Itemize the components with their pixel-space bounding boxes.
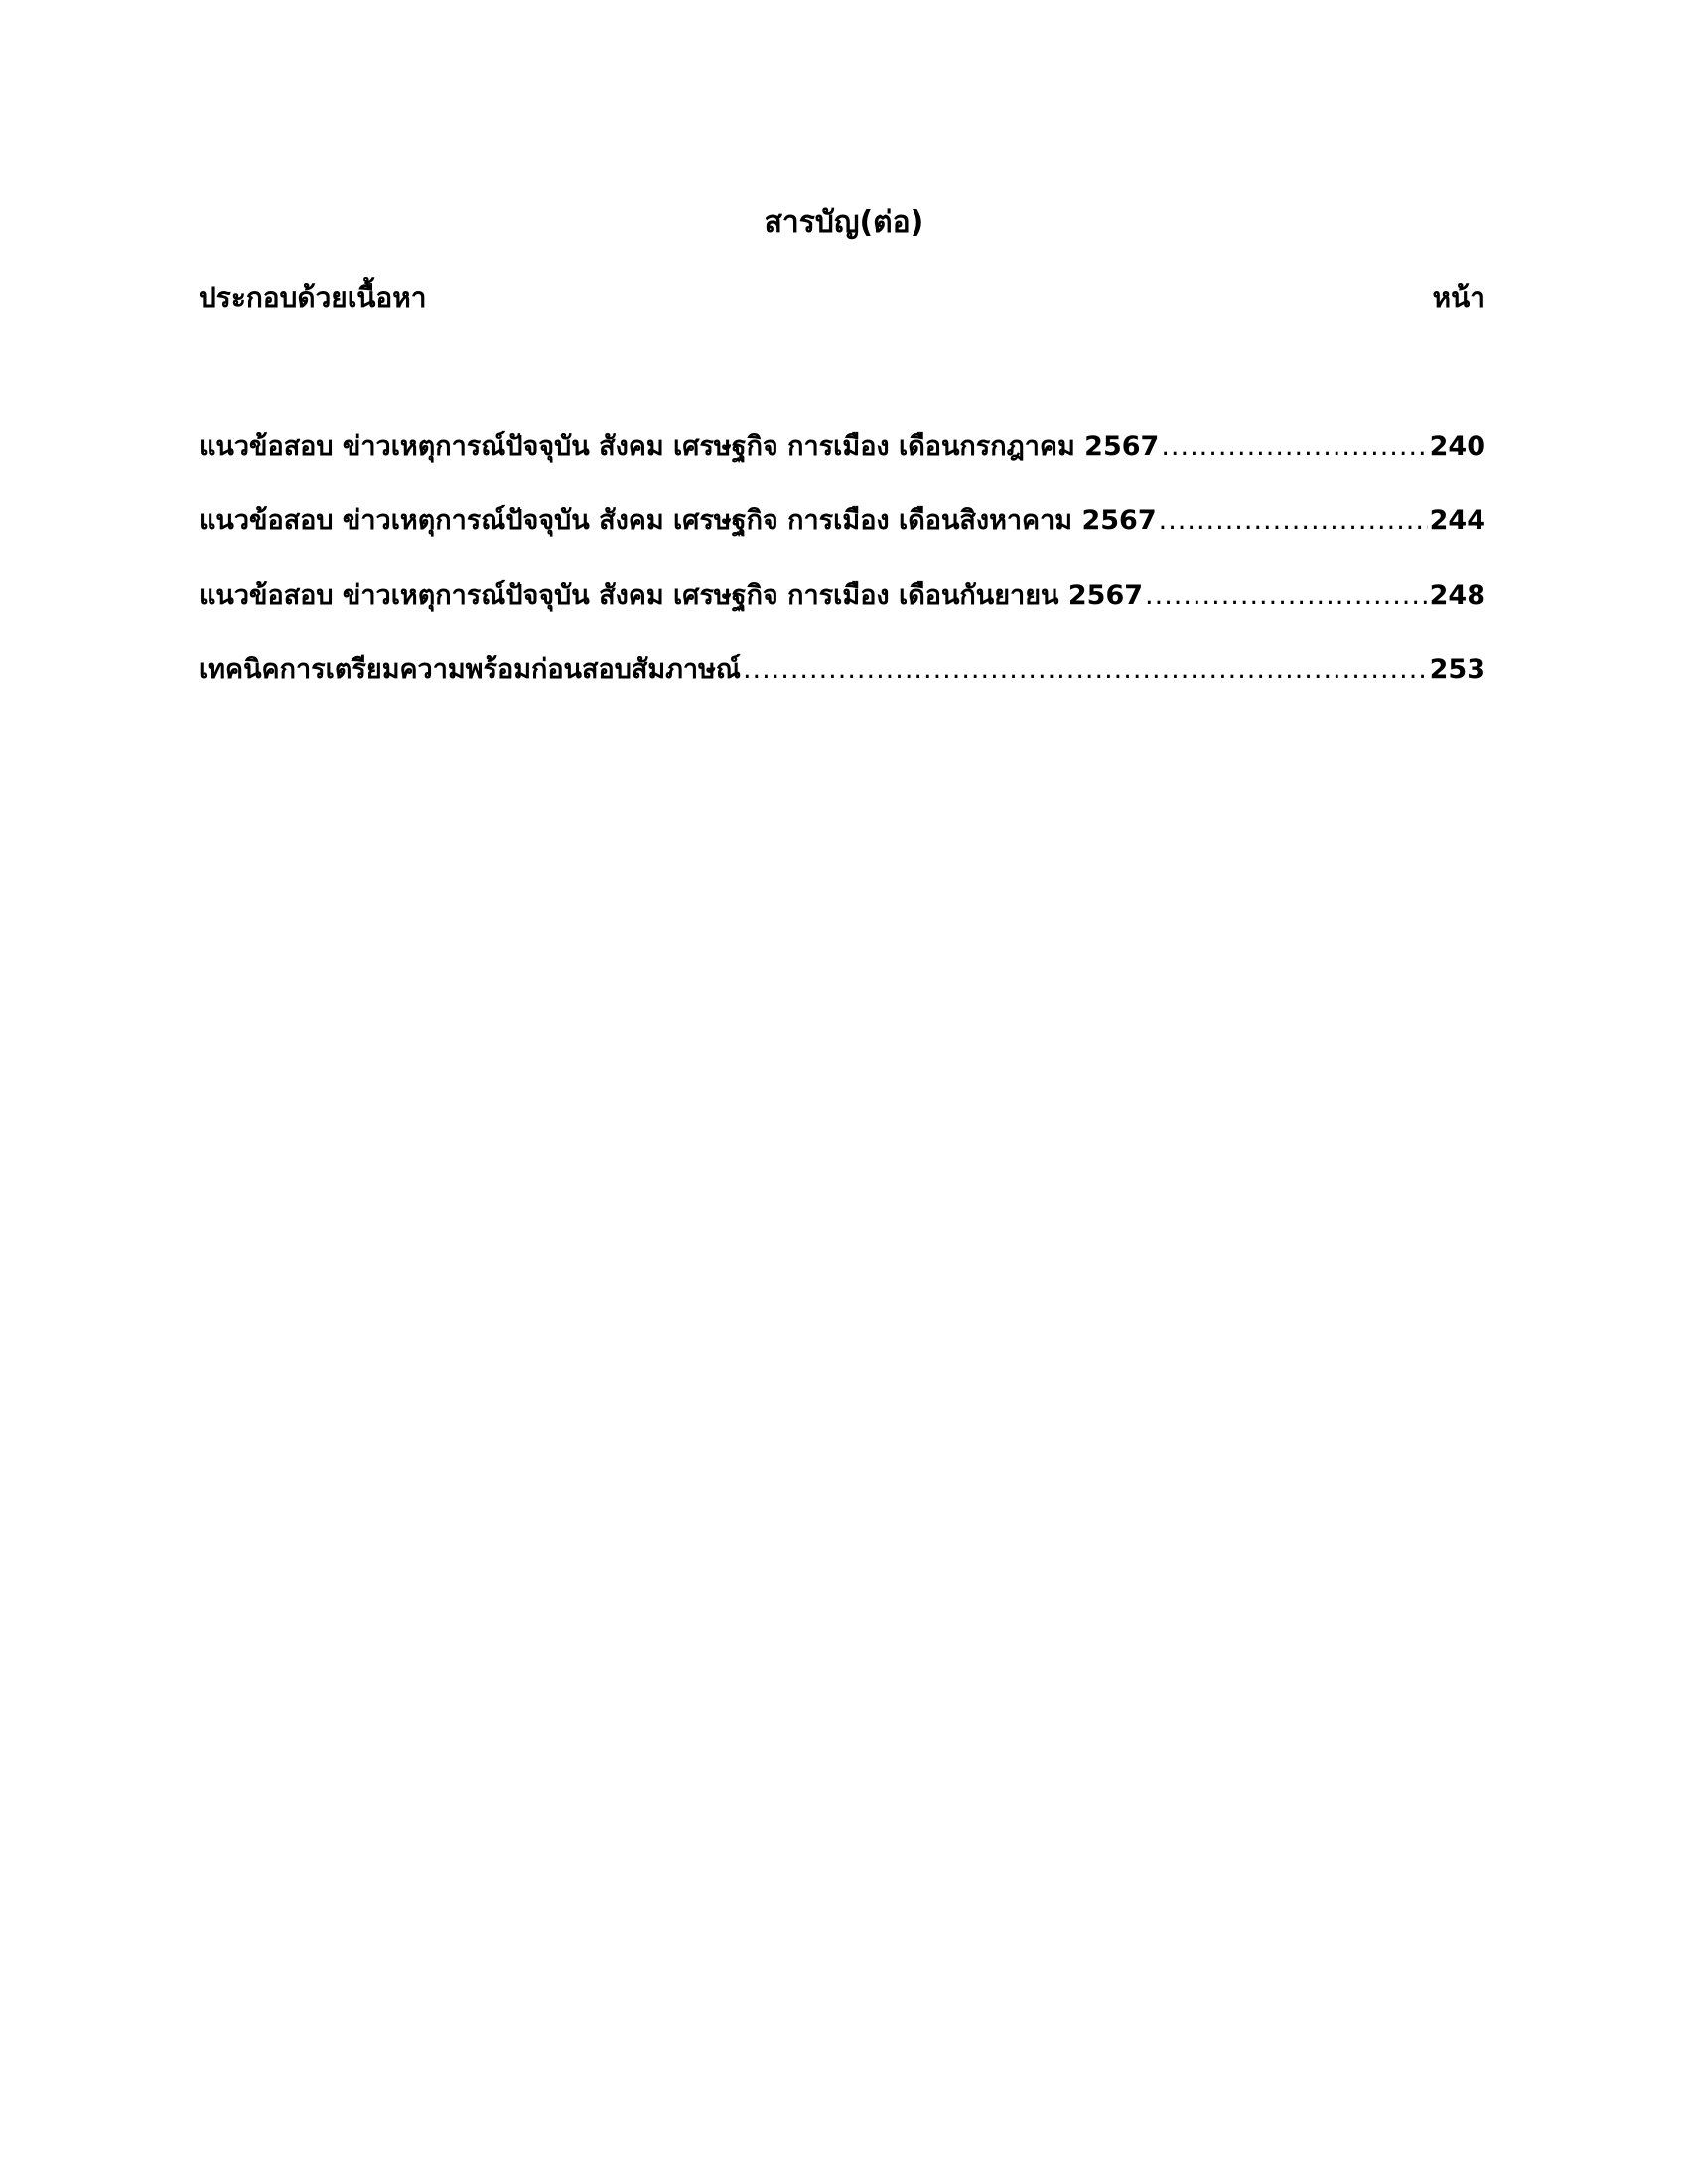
toc-entry-title: แนวข้อสอบ ข่าวเหตุการณ์ปัจจุบัน สังคม เศรษฐกิจ การเมือง เดือนกรกฎาคม 2567 (199, 431, 1160, 462)
toc-entry-page: 244 (1429, 505, 1485, 536)
toc-entry-page: 253 (1429, 654, 1485, 685)
dot-leader (743, 650, 1428, 690)
dot-leader (1161, 427, 1427, 467)
page-title: สารบัญ(ต่อ) (764, 205, 924, 240)
toc-entry-page: 240 (1429, 431, 1485, 462)
toc-entry (199, 427, 1485, 467)
toc-entry-title: แนวข้อสอบ ข่าวเหตุการณ์ปัจจุบัน สังคม เศรษฐกิจ การเมือง เดือนกันยายน 2567 (199, 580, 1144, 611)
contents-column-heading: ประกอบด้วยเนื้อหา (199, 281, 427, 314)
page-column-heading: หน้า (1432, 281, 1485, 314)
toc-header (199, 278, 1485, 318)
toc-entry-page: 248 (1429, 580, 1485, 611)
toc-entry (199, 576, 1485, 615)
dot-leader (1145, 576, 1428, 615)
toc-entry (199, 650, 1485, 690)
toc-entry-title: เทคนิคการเตรียมความพร้อมก่อนสอบสัมภาษณ์ (199, 654, 741, 685)
table-of-contents (199, 427, 1485, 725)
toc-entry-title: แนวข้อสอบ ข่าวเหตุการณ์ปัจจุบัน สังคม เศรษฐกิจ การเมือง เดือนสิงหาคาม 2567 (199, 505, 1157, 536)
dot-leader (1159, 501, 1428, 541)
toc-entry (199, 501, 1485, 541)
